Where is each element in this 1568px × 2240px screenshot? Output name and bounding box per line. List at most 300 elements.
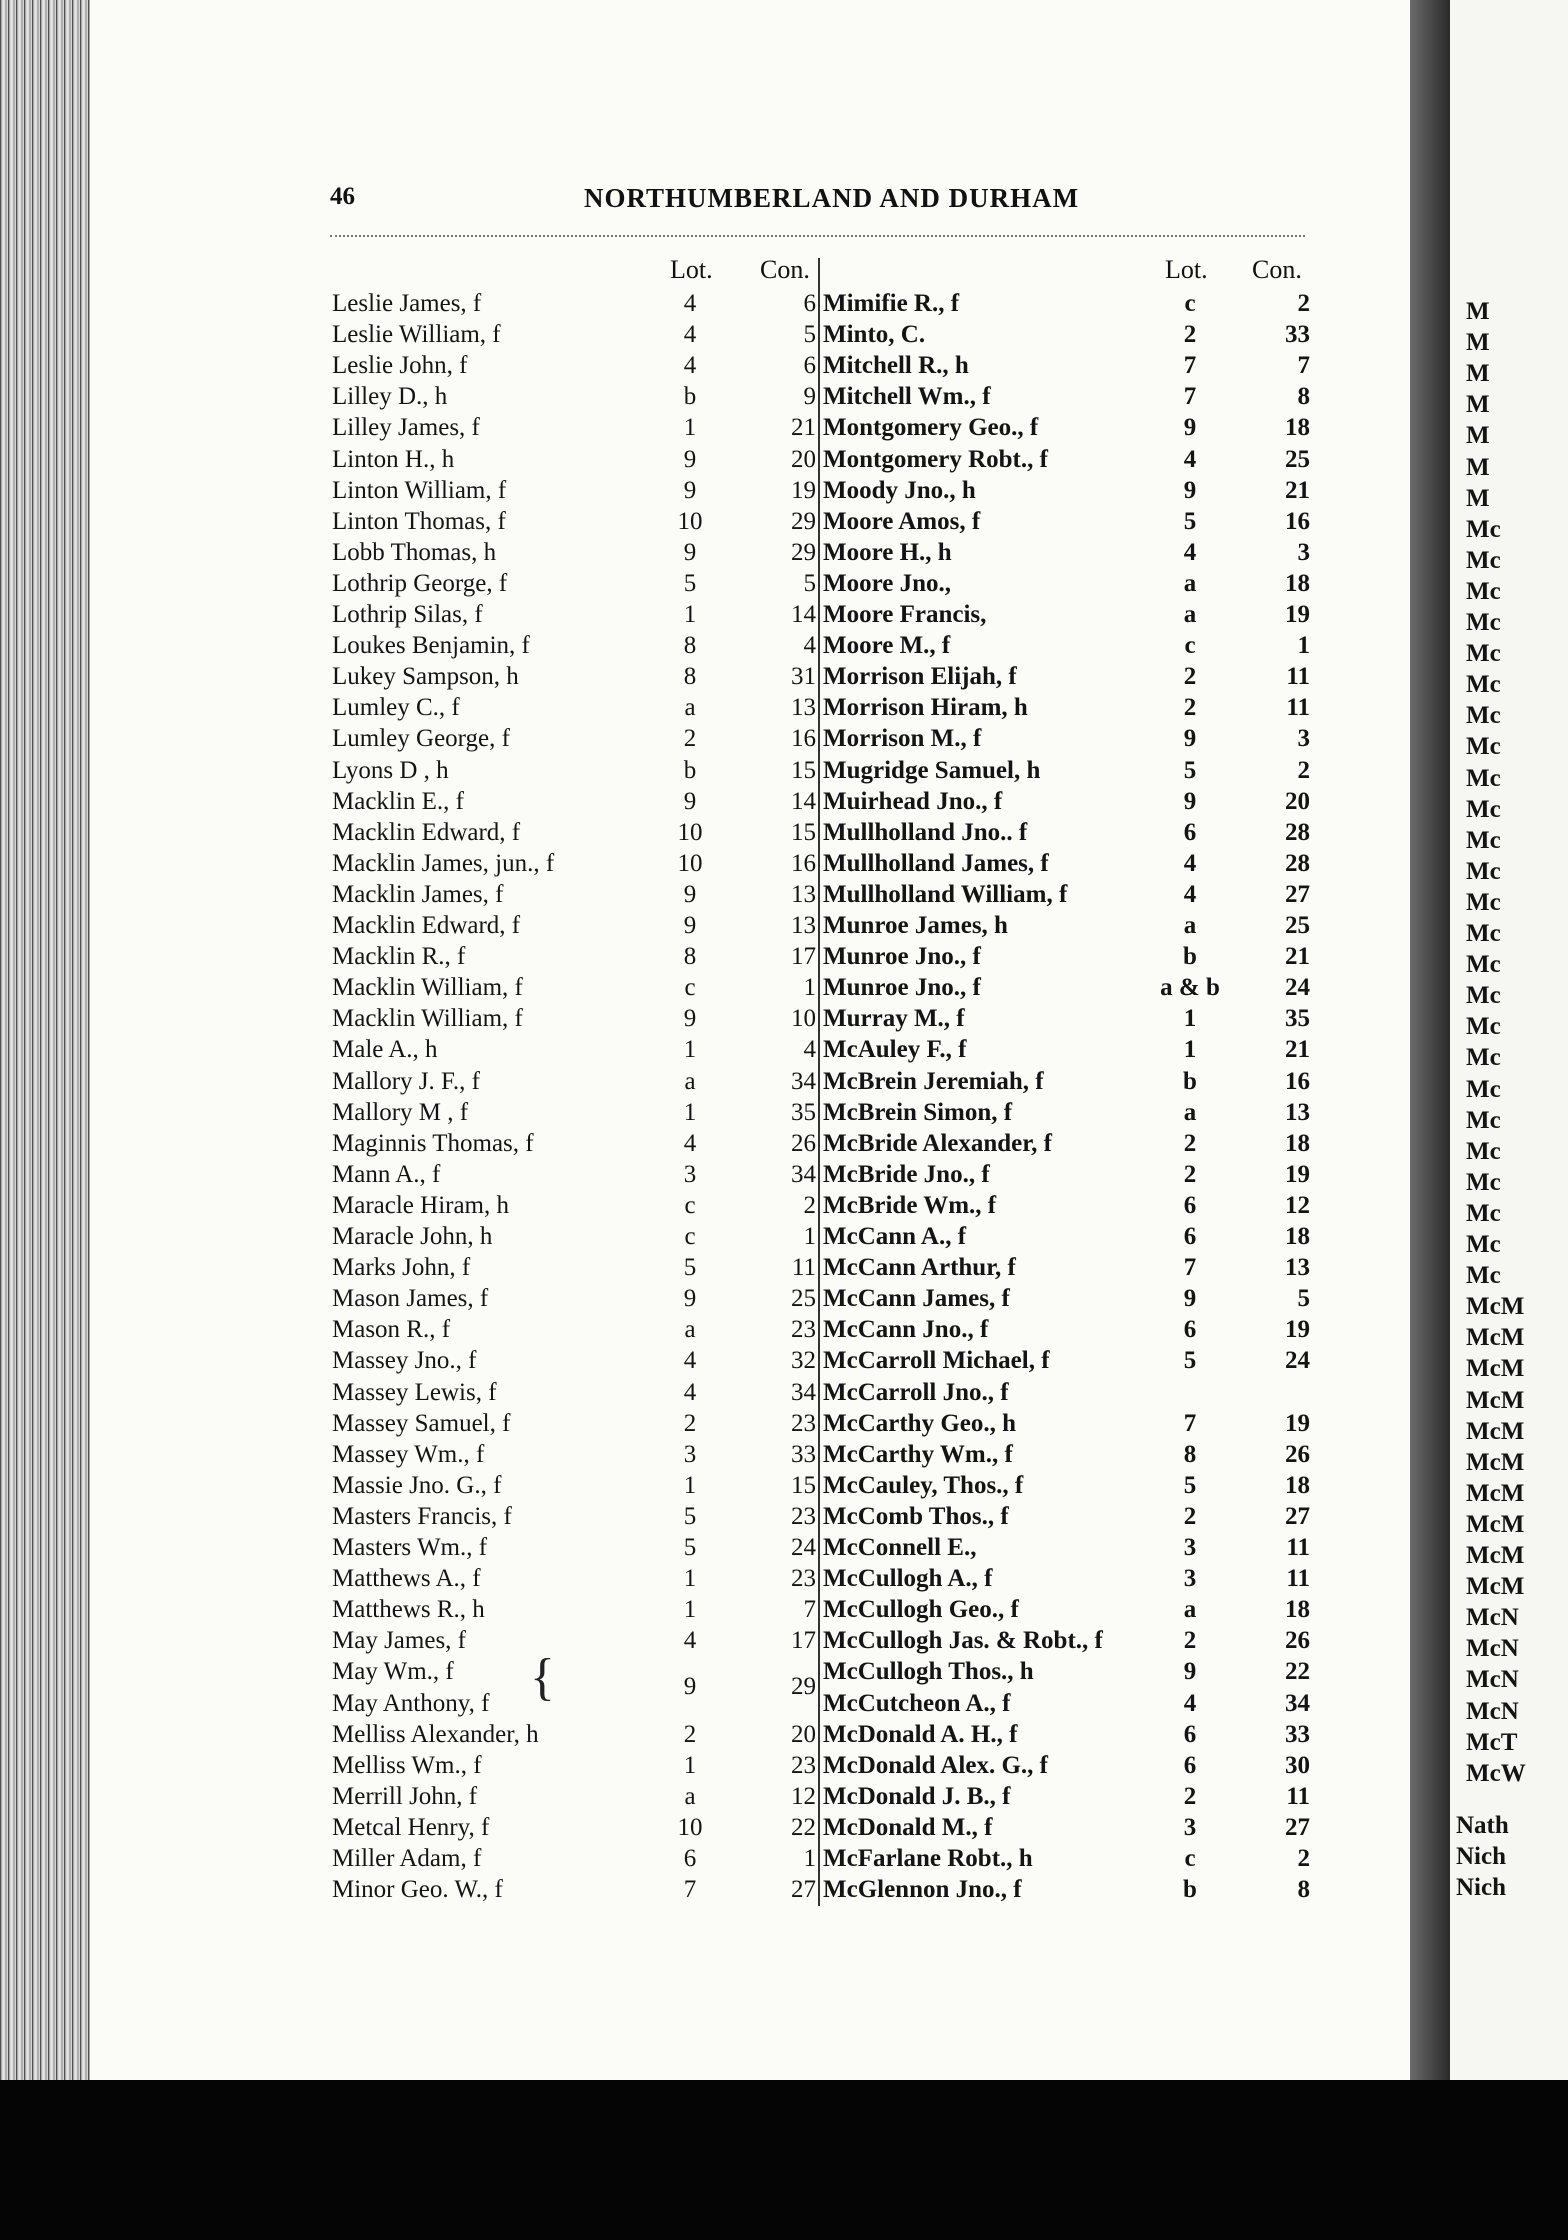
- entry-lot: b: [1183, 943, 1197, 971]
- entry-lot: 7: [683, 1876, 697, 1904]
- next-page-text-fragment: Mc: [1466, 1231, 1501, 1258]
- entry-con: 8: [1297, 1876, 1310, 1904]
- directory-entry: [0, 1034, 1568, 1065]
- entry-lot: 9: [1183, 725, 1197, 753]
- directory-entry: [0, 1688, 1568, 1719]
- next-page-text-fragment: McM: [1466, 1542, 1525, 1569]
- entry-con: 13: [1285, 1098, 1310, 1126]
- entry-lot: a: [684, 1067, 696, 1095]
- scan-background: [0, 2080, 1568, 2240]
- entry-name: McCullogh Jas. & Robt., f: [823, 1627, 1103, 1655]
- entry-name: Macklin Edward, f: [332, 818, 521, 846]
- entry-con: 2: [1297, 756, 1310, 784]
- entry-lot: 1: [1183, 1036, 1197, 1064]
- entry-name: McCullogh Thos., h: [823, 1658, 1034, 1686]
- entry-lot: 2: [1183, 1627, 1197, 1655]
- entry-lot: 2: [1183, 663, 1197, 691]
- entry-lot: 1: [683, 1565, 697, 1593]
- entry-con: 21: [1285, 943, 1310, 971]
- entry-con: 26: [1285, 1627, 1310, 1655]
- directory-entry: [0, 786, 1568, 817]
- entry-name: Murray M., f: [823, 1005, 965, 1033]
- next-page-text-fragment: Mc: [1466, 515, 1501, 543]
- left-con-header: Con.: [760, 255, 810, 284]
- entry-lot: 3: [683, 1160, 697, 1188]
- next-page-text-fragment: Mc: [1466, 795, 1501, 823]
- directory-entry: [0, 1283, 1568, 1314]
- next-page-text-fragment: McN: [1466, 1635, 1519, 1663]
- entry-con: 15: [791, 818, 816, 846]
- entry-lot: 6: [1183, 818, 1197, 846]
- directory-entry: [0, 1252, 1568, 1283]
- entry-name: Macklin William, f: [332, 974, 523, 1002]
- entry-lot: 2: [1183, 1502, 1197, 1530]
- directory-entry: [0, 1439, 1568, 1470]
- next-page-text-fragment: M: [1466, 453, 1490, 481]
- next-page-text-fragment: Mc: [1466, 577, 1501, 605]
- entry-con: 6: [803, 352, 816, 380]
- entry-name: May Wm., f: [332, 1658, 454, 1686]
- entry-lot: 5: [1183, 507, 1197, 535]
- entry-lot: 10: [677, 1813, 703, 1841]
- entry-lot: 9: [683, 912, 697, 939]
- entry-con: 24: [1285, 974, 1310, 1002]
- directory-entry: [0, 599, 1568, 630]
- entry-lot: 4: [1183, 445, 1197, 473]
- entry-con: 13: [791, 912, 816, 939]
- entry-name: McCutcheon A., f: [823, 1689, 1011, 1717]
- entry-con: 10: [791, 1005, 816, 1033]
- entry-name: Maginnis Thomas, f: [332, 1129, 534, 1157]
- entry-name: McCann Arthur, f: [823, 1254, 1016, 1282]
- entry-lot: 10: [677, 818, 703, 846]
- entry-name: McBride Wm., f: [823, 1191, 997, 1219]
- entry-name: Mann A., f: [332, 1160, 441, 1188]
- next-page-text-fragment: McN: [1466, 1604, 1519, 1632]
- entry-lot: 4: [683, 321, 697, 349]
- entry-con: 25: [1285, 445, 1310, 473]
- entry-lot: b: [1183, 1067, 1197, 1095]
- entry-con: 11: [791, 1254, 816, 1282]
- entry-name: Macklin James, f: [332, 880, 504, 908]
- entry-name: Maracle John, h: [332, 1223, 493, 1250]
- entry-con: 23: [791, 1502, 816, 1530]
- entry-con: 34: [791, 1378, 816, 1406]
- entry-con: 12: [1285, 1191, 1310, 1219]
- directory-entry: [0, 1750, 1568, 1781]
- entry-lot: 4: [683, 1378, 697, 1406]
- directory-entry: [0, 1345, 1568, 1376]
- entry-lot: 9: [683, 880, 697, 908]
- entry-con: 29: [791, 1673, 816, 1701]
- entry-con: 21: [791, 414, 816, 442]
- entry-con: 24: [791, 1534, 816, 1561]
- next-page-text-fragment: M: [1466, 484, 1490, 512]
- directory-entry: [0, 1874, 1568, 1905]
- entry-lot: c: [1184, 290, 1196, 317]
- entry-lot: c: [1184, 1845, 1196, 1872]
- entry-con: 4: [803, 1036, 816, 1064]
- entry-name: Linton H., h: [332, 445, 455, 473]
- entry-name: Massey Wm., f: [332, 1440, 485, 1468]
- directory-entry: [0, 381, 1568, 412]
- next-page-text-fragment: Nich: [1456, 1874, 1506, 1901]
- next-page-text-fragment: Mc: [1466, 640, 1501, 668]
- entry-con: 2: [803, 1191, 816, 1219]
- entry-name: McBride Alexander, f: [823, 1129, 1052, 1157]
- entry-con: 34: [791, 1160, 816, 1188]
- entry-con: 29: [791, 538, 816, 566]
- directory-entry: [0, 1190, 1568, 1221]
- right-con-header: Con.: [1252, 255, 1302, 284]
- entry-name: May James, f: [332, 1627, 466, 1655]
- directory-entry: [0, 1781, 1568, 1812]
- entry-lot: 6: [1183, 1720, 1197, 1748]
- entry-con: 23: [791, 1565, 816, 1593]
- entry-con: 5: [803, 569, 816, 597]
- entry-name: Macklin R., f: [332, 943, 466, 971]
- entry-con: 11: [1286, 663, 1310, 691]
- next-page-text-fragment: McM: [1466, 1386, 1525, 1414]
- directory-entry: [0, 1563, 1568, 1594]
- entry-name: McBrein Jeremiah, f: [823, 1067, 1044, 1095]
- entry-con: 18: [1285, 569, 1310, 597]
- page-number: 46: [330, 183, 355, 210]
- entry-name: Mullholland William, f: [823, 880, 1068, 908]
- entry-lot: 4: [1183, 849, 1197, 877]
- entry-name: McFarlane Robt., h: [823, 1845, 1033, 1872]
- entry-name: McGlennon Jno., f: [823, 1876, 1022, 1904]
- entry-con: 11: [1286, 694, 1310, 722]
- directory-entry: [0, 1128, 1568, 1159]
- directory-entry: [0, 1470, 1568, 1501]
- entry-con: 1: [1297, 632, 1310, 660]
- entry-name: McAuley F., f: [823, 1036, 967, 1064]
- entry-con: 17: [791, 1627, 816, 1655]
- entry-lot: 8: [683, 663, 697, 691]
- entry-lot: 9: [1183, 1658, 1197, 1686]
- entry-con: 17: [791, 943, 816, 971]
- entry-con: 31: [791, 663, 816, 691]
- entry-lot: 4: [683, 1129, 697, 1157]
- entry-lot: 1: [683, 601, 697, 628]
- next-page-text-fragment: Mc: [1466, 982, 1501, 1010]
- directory-entry: [0, 723, 1568, 754]
- entry-con: 28: [1285, 849, 1310, 877]
- entry-name: Linton William, f: [332, 476, 507, 504]
- entry-lot: 4: [1183, 880, 1197, 908]
- entry-con: 3: [1297, 538, 1310, 566]
- directory-entry: [0, 910, 1568, 941]
- entry-con: 20: [791, 445, 816, 473]
- directory-entry: [0, 1377, 1568, 1408]
- entry-lot: 4: [683, 1347, 697, 1375]
- directory-entry: [0, 941, 1568, 972]
- entry-lot: 6: [1183, 1223, 1197, 1250]
- entry-name: Leslie James, f: [332, 290, 482, 317]
- entry-name: Miller Adam, f: [332, 1845, 482, 1872]
- entry-lot: 4: [683, 352, 697, 380]
- header-rule: [330, 235, 1305, 237]
- entry-con: 20: [1285, 787, 1310, 815]
- next-page-text-fragment: Mc: [1466, 826, 1501, 854]
- entry-name: McCarroll Jno., f: [823, 1378, 1009, 1406]
- entry-con: 28: [1285, 818, 1310, 846]
- directory-entry: [0, 350, 1568, 381]
- entry-name: McBrein Simon, f: [823, 1098, 1013, 1126]
- entry-name: Mason R., f: [332, 1316, 451, 1344]
- next-page-text-fragment: Mc: [1466, 1199, 1501, 1227]
- entry-lot: 9: [683, 538, 697, 566]
- entry-name: Matthews A., f: [332, 1565, 481, 1593]
- entry-con: 5: [803, 321, 816, 349]
- next-page-text-fragment: M: [1466, 391, 1490, 419]
- entry-con: 12: [791, 1782, 816, 1810]
- entry-con: 20: [791, 1720, 816, 1748]
- entry-lot: 2: [683, 1720, 697, 1748]
- entry-con: 18: [1285, 1471, 1310, 1499]
- next-page-text-fragment: Mc: [1466, 1137, 1501, 1165]
- entry-name: Lilley D., h: [332, 383, 448, 411]
- entry-name: Moore H., h: [823, 538, 952, 566]
- next-page-text-fragment: M: [1466, 422, 1490, 450]
- entry-name: Minor Geo. W., f: [332, 1876, 503, 1904]
- next-page-text-fragment: Mc: [1466, 1262, 1501, 1290]
- next-page-text-fragment: Mc: [1466, 546, 1501, 574]
- entry-lot: 4: [683, 290, 697, 317]
- next-page-text-fragment: McM: [1466, 1293, 1525, 1321]
- entry-lot: 9: [1183, 414, 1197, 442]
- entry-con: 16: [791, 725, 816, 753]
- entry-name: Moore Francis,: [823, 601, 987, 628]
- entry-lot: a: [1183, 1596, 1197, 1624]
- entry-name: Lothrip Silas, f: [332, 601, 483, 628]
- entry-con: 3: [1297, 725, 1310, 753]
- entry-lot: 9: [1183, 476, 1197, 504]
- entry-con: 34: [791, 1067, 816, 1095]
- next-page-text-fragment: McM: [1466, 1355, 1525, 1383]
- entry-con: 30: [1285, 1751, 1310, 1779]
- entry-lot: a: [1183, 601, 1197, 628]
- entry-name: Lothrip George, f: [332, 569, 508, 597]
- entry-con: 5: [1297, 1285, 1310, 1313]
- directory-entry: [0, 1532, 1568, 1563]
- entry-con: 27: [1285, 1502, 1310, 1530]
- entry-con: 19: [1285, 1316, 1310, 1344]
- entry-con: 33: [1285, 1720, 1310, 1748]
- entry-con: 35: [791, 1098, 816, 1126]
- next-page-text-fragment: Mc: [1466, 733, 1501, 761]
- directory-entry: [0, 412, 1568, 443]
- directory-entry: [0, 1408, 1568, 1439]
- entry-con: 26: [1285, 1440, 1310, 1468]
- next-page-text-fragment: McM: [1466, 1448, 1525, 1476]
- entry-con: 27: [1285, 1813, 1310, 1841]
- directory-entry: [0, 817, 1568, 848]
- entry-con: 9: [803, 383, 816, 411]
- entry-name: Macklin E., f: [332, 787, 464, 815]
- next-page-text-fragment: McW: [1466, 1759, 1526, 1787]
- entry-lot: 1: [683, 414, 697, 442]
- entry-con: 1: [803, 1223, 816, 1250]
- entry-name: Munroe James, h: [823, 912, 1008, 939]
- entry-name: Lilley James, f: [332, 414, 480, 442]
- entry-name: Lyons D , h: [332, 756, 449, 784]
- entry-lot: 6: [1183, 1751, 1197, 1779]
- entry-name: McBride Jno., f: [823, 1160, 990, 1188]
- directory-entry: [0, 319, 1568, 350]
- entry-lot: c: [684, 974, 696, 1002]
- entry-lot: 2: [1183, 321, 1197, 349]
- entry-con: 32: [791, 1347, 816, 1375]
- entry-con: 19: [1285, 1160, 1310, 1188]
- entry-con: 18: [1285, 1129, 1310, 1157]
- entry-name: Mugridge Samuel, h: [823, 756, 1041, 784]
- entry-name: Mason James, f: [332, 1285, 489, 1313]
- running-head-title: NORTHUMBERLAND AND DURHAM: [584, 183, 1080, 213]
- entry-lot: 1: [683, 1751, 697, 1779]
- entry-con: 7: [1297, 352, 1310, 380]
- next-page-text-fragment: M: [1466, 329, 1490, 357]
- entry-lot: 3: [683, 1440, 697, 1468]
- entry-con: 1: [803, 974, 816, 1002]
- entry-con: 16: [1285, 1067, 1310, 1095]
- directory-entry: [0, 1066, 1568, 1097]
- entry-con: 24: [1285, 1347, 1310, 1375]
- entry-lot: 2: [683, 725, 697, 753]
- entry-name: Massie Jno. G., f: [332, 1471, 502, 1499]
- entry-lot: c: [1184, 632, 1196, 660]
- entry-lot: 5: [683, 1502, 697, 1530]
- entry-lot: 4: [1183, 538, 1197, 566]
- entry-name: Munroe Jno., f: [823, 943, 981, 971]
- entry-name: McCann James, f: [823, 1285, 1010, 1313]
- directory-entry: [0, 1719, 1568, 1750]
- entry-lot: 1: [683, 1036, 697, 1064]
- entry-name: McCann A., f: [823, 1223, 967, 1250]
- entry-name: Leslie John, f: [332, 352, 468, 380]
- bracket-symbol: {: [530, 1649, 555, 1706]
- entry-lot: a & b: [1160, 974, 1220, 1002]
- entry-lot: 9: [683, 787, 697, 815]
- entry-lot: 10: [677, 507, 703, 535]
- next-page-text-fragment: McM: [1466, 1479, 1525, 1507]
- entry-lot: a: [684, 1782, 696, 1810]
- entry-lot: c: [684, 1191, 696, 1219]
- entry-lot: 9: [683, 1673, 697, 1701]
- next-page-text-fragment: Mc: [1466, 1168, 1501, 1196]
- page-header: [330, 183, 1310, 223]
- entry-lot: 3: [1183, 1813, 1197, 1841]
- entry-lot: a: [1183, 912, 1197, 939]
- entry-name: Morrison Hiram, h: [823, 694, 1028, 722]
- entry-name: Moody Jno., h: [823, 476, 976, 504]
- directory-entry: [0, 630, 1568, 661]
- next-page-text-fragment: Mc: [1466, 1106, 1501, 1134]
- entry-lot: 2: [1183, 1160, 1197, 1188]
- entry-con: 19: [1285, 601, 1310, 628]
- directory-entry: [0, 1314, 1568, 1345]
- entry-con: 16: [1285, 507, 1310, 535]
- entry-con: 14: [791, 787, 816, 815]
- entry-con: 18: [1285, 1596, 1310, 1624]
- entry-lot: 2: [683, 1409, 697, 1437]
- entry-con: 14: [791, 601, 816, 628]
- entry-lot: 7: [1183, 352, 1197, 380]
- next-page-text-fragment: Mc: [1466, 764, 1501, 792]
- entry-lot: 6: [683, 1845, 697, 1872]
- entry-name: Melliss Alexander, h: [332, 1720, 539, 1748]
- entry-lot: 7: [1183, 1409, 1197, 1437]
- entry-lot: 4: [683, 1627, 697, 1655]
- entry-lot: 9: [683, 476, 697, 504]
- entry-name: McCarthy Geo., h: [823, 1409, 1017, 1437]
- entry-con: 18: [1285, 414, 1310, 442]
- entry-con: 2: [1297, 1845, 1310, 1872]
- entry-name: Lukey Sampson, h: [332, 663, 519, 691]
- next-page-text-fragment: Mc: [1466, 1044, 1501, 1072]
- entry-lot: 4: [1183, 1689, 1197, 1717]
- entry-name: Loukes Benjamin, f: [332, 632, 530, 660]
- entry-con: 11: [1286, 1565, 1310, 1593]
- entry-name: Mallory J. F., f: [332, 1067, 480, 1095]
- entry-lot: 6: [1183, 1316, 1197, 1344]
- entry-con: 21: [1285, 476, 1310, 504]
- entry-name: Mimifie R., f: [823, 290, 960, 317]
- entry-name: Munroe Jno., f: [823, 974, 981, 1002]
- entry-name: Lobb Thomas, h: [332, 538, 497, 566]
- entry-con: 13: [791, 880, 816, 908]
- entry-con: 15: [791, 756, 816, 784]
- entry-name: Merrill John, f: [332, 1782, 478, 1810]
- entry-lot: 5: [683, 569, 697, 597]
- entry-lot: 5: [683, 1254, 697, 1282]
- next-page-text-fragment: Mc: [1466, 857, 1501, 885]
- entry-name: Moore Amos, f: [823, 507, 981, 535]
- entry-name: Linton Thomas, f: [332, 507, 506, 535]
- entry-name: Macklin William, f: [332, 1005, 523, 1033]
- entry-lot: 9: [683, 445, 697, 473]
- entry-lot: b: [683, 383, 697, 411]
- directory-entry: [0, 1594, 1568, 1625]
- left-lot-header: Lot.: [670, 255, 713, 284]
- entry-lot: 7: [1183, 383, 1197, 411]
- next-page-text-fragment: Nath: [1456, 1812, 1509, 1839]
- entry-name: McCann Jno., f: [823, 1316, 989, 1344]
- entry-name: Moore M., f: [823, 632, 951, 660]
- entry-lot: 10: [677, 849, 703, 877]
- entry-name: McComb Thos., f: [823, 1502, 1009, 1530]
- entry-name: McDonald Alex. G., f: [823, 1751, 1048, 1779]
- entry-name: Minto, C.: [823, 321, 926, 349]
- entry-con: 23: [791, 1409, 816, 1437]
- next-page-text-fragment: McT: [1466, 1728, 1518, 1756]
- entry-name: Morrison Elijah, f: [823, 663, 1017, 691]
- entry-name: McDonald A. H., f: [823, 1720, 1018, 1748]
- entry-name: Masters Wm., f: [332, 1534, 488, 1561]
- entry-con: 13: [791, 694, 816, 722]
- entry-con: 23: [791, 1751, 816, 1779]
- entry-con: 15: [791, 1471, 816, 1499]
- entry-lot: 1: [683, 1471, 697, 1499]
- entry-con: 25: [1285, 912, 1310, 939]
- right-lot-header: Lot.: [1165, 255, 1208, 284]
- entry-con: 19: [1285, 1409, 1310, 1437]
- entry-lot: 5: [1183, 756, 1197, 784]
- entry-con: 22: [1285, 1658, 1310, 1686]
- entry-lot: 9: [683, 1005, 697, 1033]
- entry-name: Matthews R., h: [332, 1596, 485, 1624]
